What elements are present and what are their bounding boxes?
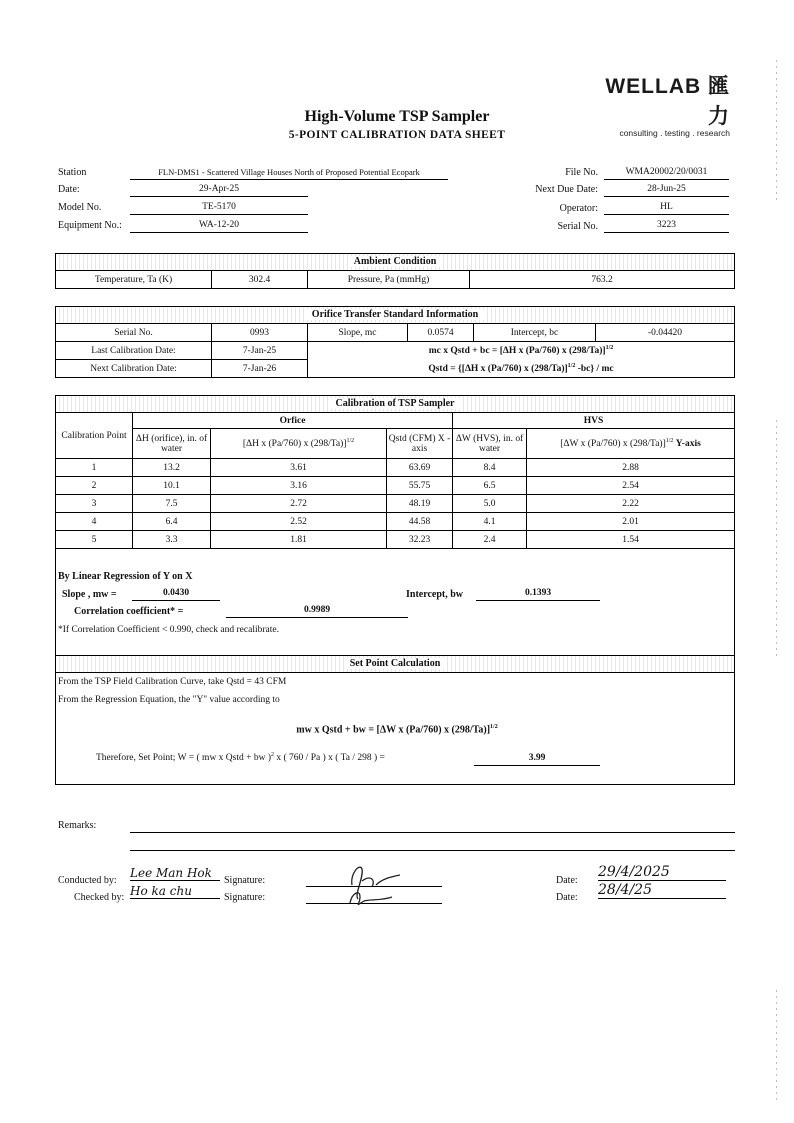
conducted-date: 29/4/2025 [598,864,726,881]
cell-point: 2 [56,477,133,495]
orifice-slope-value: 0.0574 [408,324,474,342]
cell-dh: 7.5 [133,495,211,513]
correlation-value: 0.9989 [226,604,408,618]
correlation-label: Correlation coefficient* = [74,606,184,617]
temperature-label: Temperature, Ta (K) [56,271,212,289]
logo-tagline: consulting . testing . research [619,128,730,138]
file-value: WMA20002/20/0031 [604,166,729,180]
orifice-heading: Orifice Transfer Standard Information [56,307,734,324]
setpoint-heading: Set Point Calculation [56,656,734,673]
setpoint-therefore: Therefore, Set Point; W = ( mw x Qstd + bw )$^2$ x ( 760 / Pa ) x ( Ta / 298 ) = [96,752,385,764]
ambient-heading: Ambient Condition [56,254,734,271]
operator-value: HL [604,201,729,215]
conducted-by-label: Conducted by: [58,875,117,886]
table-row [56,531,735,549]
cell-dw: 5.0 [453,495,527,513]
col-qstd: Qstd (CFM) X - axis [387,429,453,459]
cell-dw-calc: 2.88 [527,459,735,477]
table-row [56,459,735,477]
table-row [56,477,735,495]
calibration-table [55,412,735,549]
cell-dh: 3.3 [133,531,211,549]
temperature-value: 302.4 [212,271,308,289]
equipment-label: Equipment No.: [58,220,122,231]
orifice-equation-1: mc x Qstd + bc = [ΔH x (Pa/760) x (298/Ta)]$^{1/2}$ [308,342,735,360]
orifice-serial-value: 0993 [212,324,308,342]
last-cal-label: Last Calibration Date: [56,342,212,360]
pressure-value: 763.2 [470,271,735,289]
cell-dh-calc: 3.16 [211,477,387,495]
checked-by-name: Ho ka chu [130,884,220,899]
page-title: High-Volume TSP Sampler [304,108,490,125]
remarks-line-1 [130,832,735,833]
cell-dh-calc: 2.52 [211,513,387,531]
orifice-intercept-value: -0.04420 [596,324,735,342]
cell-dw: 6.5 [453,477,527,495]
pressure-label: Pressure, Pa (mmHg) [308,271,470,289]
scan-edge-mark [776,60,777,200]
serial-value: 3223 [604,219,729,233]
regression-intercept-label: Intercept, bw [406,589,464,600]
remarks-label: Remarks: [58,820,97,831]
orifice-section [55,306,735,378]
col-calibration-point: Calibration Point [56,413,133,459]
cell-qstd: 48.19 [387,495,453,513]
ambient-section [55,253,735,289]
regression-slope-value: 0.0430 [132,587,220,601]
regression-heading: By Linear Regression of Y on X [58,571,193,582]
cell-point: 1 [56,459,133,477]
col-delta-w: ΔW (HVS), in. of water [453,429,527,459]
regression-slope-label: Slope , mw = [62,589,117,600]
col-delta-w-calc: [ΔW x (Pa/760) x (298/Ta)]$^{1/2}$ Y-axis [527,429,735,459]
cell-dw-calc: 2.22 [527,495,735,513]
remarks-line-2 [130,850,735,851]
logo-brand: WELLAB 匯力 [605,75,730,128]
setpoint-value: 3.99 [474,752,600,766]
cell-dw: 4.1 [453,513,527,531]
operator-label: Operator: [559,203,598,214]
file-label: File No. [565,167,598,178]
station-value: FLN-DMS1 - Scattered Village Houses North of Proposed Potential Ecopark [130,166,448,180]
checked-date-label: Date: [556,892,578,903]
model-label: Model No. [58,202,102,213]
cell-dh-calc: 3.61 [211,459,387,477]
regression-intercept-value: 0.1393 [476,587,600,601]
setpoint-line-1: From the TSP Field Calibration Curve, take Qstd = 43 CFM [58,677,287,687]
last-cal-value: 7-Jan-25 [212,342,308,360]
cell-dh-calc: 1.81 [211,531,387,549]
checked-by-label: Checked by: [74,892,125,903]
date-value: 29-Apr-25 [130,183,308,197]
setpoint-equation: mw x Qstd + bw = [ΔW x (Pa/760) x (298/Ta)]$^{1/2}$ [296,724,498,736]
cell-dw-calc: 2.54 [527,477,735,495]
col-delta-h: ΔH (orifice), in. of water [133,429,211,459]
group-hvs: HVS [453,413,735,429]
setpoint-line-2: From the Regression Equation, the "Y" value according to [58,695,280,705]
next-due-label: Next Due Date: [535,184,598,195]
cell-dh: 6.4 [133,513,211,531]
group-orifice: Orfice [133,413,453,429]
next-cal-label: Next Calibration Date: [56,360,212,378]
cell-dw-calc: 1.54 [527,531,735,549]
orifice-intercept-label: Intercept, bc [474,324,596,342]
conducted-by-name: Lee Man Hok [130,866,220,881]
model-value: TE-5170 [130,201,308,215]
cell-dw-calc: 2.01 [527,513,735,531]
calibration-heading: Calibration of TSP Sampler [56,396,734,413]
checked-date: 28/4/25 [598,882,726,899]
page-subtitle: 5-POINT CALIBRATION DATA SHEET [288,129,506,141]
orifice-equation-2: Qstd = {[ΔH x (Pa/760) x (298/Ta)]$^{1/2}$ -bc} / mc [308,360,735,378]
cell-point: 5 [56,531,133,549]
signature-scribble [330,855,420,910]
recalibrate-note: *If Correlation Coefficient < 0.990, check and recalibrate. [58,625,279,635]
cell-qstd: 63.69 [387,459,453,477]
table-row [56,495,735,513]
orifice-slope-label: Slope, mc [308,324,408,342]
cell-point: 3 [56,495,133,513]
scan-edge-mark [776,420,777,660]
conducted-signature-label: Signature: [224,875,266,886]
cell-dh-calc: 2.72 [211,495,387,513]
company-logo [585,70,730,138]
conducted-date-label: Date: [556,875,578,886]
date-label: Date: [58,184,80,195]
cell-qstd: 32.23 [387,531,453,549]
scan-edge-mark [776,990,777,1100]
checked-signature-label: Signature: [224,892,266,903]
cell-dh: 13.2 [133,459,211,477]
cell-qstd: 44.58 [387,513,453,531]
cell-dw: 8.4 [453,459,527,477]
next-due-value: 28-Jun-25 [604,183,729,197]
serial-label: Serial No. [557,221,598,232]
orifice-serial-label: Serial No. [56,324,212,342]
col-delta-h-calc: [ΔH x (Pa/760) x (298/Ta)]$^{1/2}$ [211,429,387,459]
cell-dh: 10.1 [133,477,211,495]
table-row [56,513,735,531]
cell-qstd: 55.75 [387,477,453,495]
cell-point: 4 [56,513,133,531]
station-label: Station [58,167,87,178]
equipment-value: WA-12-20 [130,219,308,233]
next-cal-value: 7-Jan-26 [212,360,308,378]
cell-dw: 2.4 [453,531,527,549]
